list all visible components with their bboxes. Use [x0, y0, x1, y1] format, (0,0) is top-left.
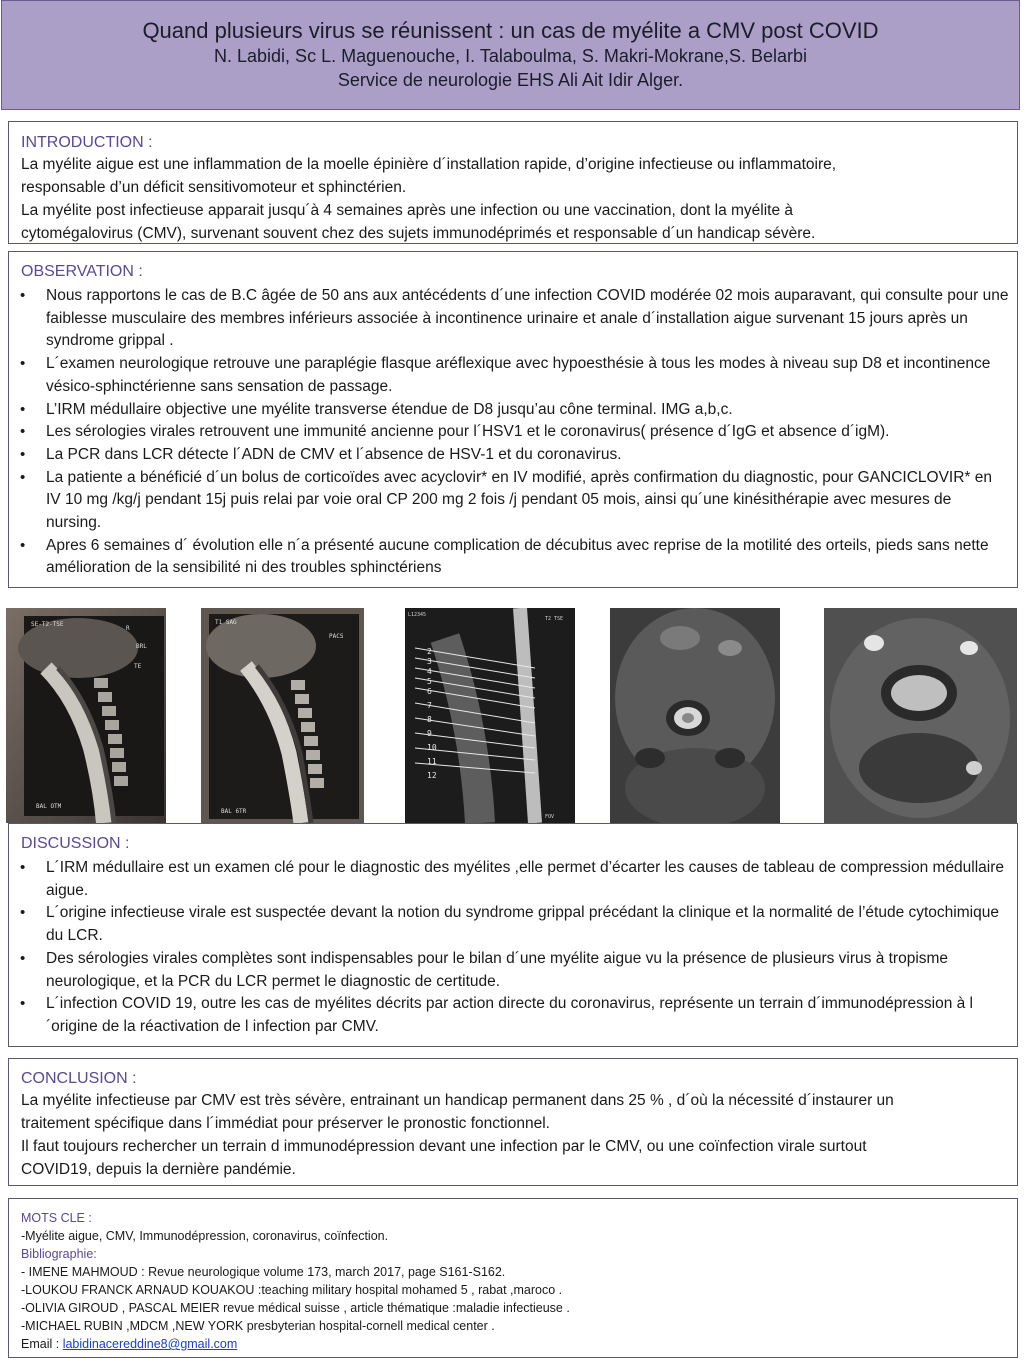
slice-label: 10 — [427, 743, 437, 752]
discussion-list — [9, 857, 1009, 1039]
introduction-section — [8, 121, 1018, 244]
slice-label: 9 — [427, 729, 432, 738]
introduction-title: INTRODUCTION : — [21, 134, 153, 151]
email-link[interactable]: labidinacereddine8@gmail.com — [62, 1337, 238, 1351]
email-label: Email : — [21, 1337, 63, 1351]
svg-text:L12345: L12345 — [408, 612, 427, 618]
mri-image-axial-1 — [610, 608, 780, 823]
svg-text:T2 TSE: T2 TSE — [545, 616, 564, 622]
references-section — [8, 1198, 1018, 1358]
introduction-line: La myélite aigue est une inflammation de la moelle épinière d´installation rapide, d’origine infectieuse ou inflammatoire, — [21, 156, 837, 173]
discussion-item: • L´origine infectieuse virale est suspectée devant la notion du syndrome grippal précédant la clinique et la normalité de l’étude cytochimique du LCR. — [9, 902, 1009, 947]
observation-section — [8, 251, 1018, 588]
discussion-item: • L´infection COVID 19, outre les cas de myélites décrits par action directe du coronavirus, représente un terrain d´immunodépression à l´origine de la réactivation de l infection par CMV. — [9, 993, 1009, 1038]
introduction-line: responsable d’un déficit sensitivomoteur et sphinctérien. — [21, 179, 407, 196]
mri-image-sagittal-1 — [6, 608, 166, 823]
conclusion-line: Il faut toujours rechercher un terrain d immunodépression devant une infection par le CMV, ou une coïnfection virale surtout — [21, 1138, 867, 1155]
observation-item: • L’IRM médullaire objective une myélite transverse étendue de D8 jusqu’au cône terminal. IMG a,b,c. — [9, 399, 1009, 422]
reference-item: -MICHAEL RUBIN ,MDCM ,NEW YORK presbyterian hospital-cornell medical center . — [21, 1319, 495, 1333]
bibliography-title: Bibliographie: — [21, 1247, 97, 1261]
svg-text:T1 SAG: T1 SAG — [215, 619, 237, 626]
reference-item: -LOUKOU FRANCK ARNAUD KOUAKOU :teaching military hospital mohamed 5 , rabat ,maroco . — [21, 1283, 563, 1297]
poster-header — [1, 0, 1020, 110]
poster-affiliation: Service de neurologie EHS Ali Ait Idir Alger. — [337, 70, 684, 90]
svg-text:PACS: PACS — [329, 633, 344, 640]
observation-item: • La patiente a bénéficié d´un bolus de corticoïdes avec acyclovir* en IV modifié, après confirmation du diagnostic, pour GANCICLOVIR* en IV 10 mg /kg/j pendant 15j puis relai par voie oral CP 200 mg 2 fois /j pendant 05 mois, ainsi qu´une kinésithérapie avec mesures de nursing. — [9, 467, 1009, 535]
conclusion-text — [21, 1089, 1017, 1181]
slice-label: 5 — [427, 677, 432, 686]
reference-item: -OLIVIA GIROUD , PASCAL MEIER revue médical suisse , article thématique :maladie infectieuse . — [21, 1301, 570, 1315]
discussion-item: • L´IRM médullaire est un examen clé pour le diagnostic des myélites ,elle permet d’écarter les causes de tableau de compression médullaire aigue. — [9, 857, 1009, 902]
conclusion-line: traitement spécifique dans l´immédiat pour préserver le pronostic fonctionnel. — [21, 1115, 550, 1132]
mri-image-sagittal-2 — [201, 608, 364, 823]
slice-label: 7 — [427, 701, 432, 710]
discussion-section — [8, 823, 1018, 1047]
svg-text:TE: TE — [134, 663, 142, 670]
conclusion-title: CONCLUSION : — [21, 1070, 137, 1087]
introduction-line: La myélite post infectieuse apparait jusqu´à 4 semaines après une infection ou une vaccination, dont la myélite à — [21, 202, 794, 219]
introduction-line: cytomégalovirus (CMV), survenant souvent chez des sujets immunodéprimés et responsable d´un handicap sévère. — [21, 225, 816, 242]
svg-text:BRL: BRL — [136, 643, 147, 650]
mri-image-row — [0, 608, 1025, 823]
svg-text:R: R — [126, 625, 130, 632]
mri-image-axial-2 — [824, 608, 1017, 823]
svg-text:BAL OTM: BAL OTM — [36, 803, 62, 810]
email-row — [21, 1335, 1017, 1353]
observation-item: • Les sérologies virales retrouvent une immunité ancienne pour l´HSV1 et le coronavirus( présence d´IgG et absence d´igM). — [9, 421, 1009, 444]
keywords-title: MOTS CLE : — [21, 1211, 92, 1225]
observation-title: OBSERVATION : — [21, 263, 143, 280]
observation-item: • Apres 6 semaines d´ évolution elle n´a présenté aucune complication de décubitus avec reprise de la motilité des orteils, pieds sans nette amélioration de la sensibilité ni des troubles sphinctériens — [9, 535, 1009, 580]
mri-image-thoraco-lumbar — [405, 608, 575, 823]
keywords-text: -Myélite aigue, CMV, Immunodépression, coronavirus, coïnfection. — [21, 1229, 389, 1243]
poster-title: Quand plusieurs virus se réunissent : un cas de myélite a CMV post COVID — [142, 18, 879, 43]
slice-label: 3 — [427, 657, 432, 666]
conclusion-section — [8, 1058, 1018, 1186]
observation-item: • L´examen neurologique retrouve une paraplégie flasque aréflexique avec hypoesthésie à tous les modes à niveau sup D8 et incontinence vésico-sphinctérienne sans sensation de passage. — [9, 353, 1009, 398]
observation-item: • Nous rapportons le cas de B.C âgée de 50 ans aux antécédents d´une infection COVID modérée 02 mois auparavant, qui consulte pour une faiblesse musculaire des membres inférieurs associée à incontinence urinaire et anale d´installation aigue survenant 15 jours après un syndrome grippal . — [9, 285, 1009, 353]
conclusion-line: COVID19, depuis la dernière pandémie. — [21, 1161, 296, 1178]
introduction-text — [21, 153, 1017, 245]
slice-label: 6 — [427, 687, 432, 696]
discussion-item: • Des sérologies virales complètes sont indispensables pour le bilan d´une myélite aigue vu la présence de plusieurs virus à tropisme neurologique, et la PCR du LCR permet le diagnostic de certitude. — [9, 948, 1009, 993]
svg-text:BAL 6TR: BAL 6TR — [221, 808, 247, 815]
svg-text:SE-T2-TSE: SE-T2-TSE — [31, 621, 64, 628]
slice-label: 8 — [427, 715, 432, 724]
conclusion-line: La myélite infectieuse par CMV est très sévère, entrainant un handicap permanent dans 25 % , d´où la nécessité d´instaurer un — [21, 1092, 894, 1109]
reference-item: - IMENE MAHMOUD : Revue neurologique volume 173, march 2017, page S161-S162. — [21, 1265, 506, 1279]
discussion-title: DISCUSSION : — [21, 835, 130, 852]
slice-label: 12 — [427, 771, 437, 780]
observation-item: • La PCR dans LCR détecte l´ADN de CMV et l´absence de HSV-1 et du coronavirus. — [9, 444, 1009, 467]
svg-text:FOV: FOV — [545, 814, 555, 820]
observation-list — [9, 285, 1009, 580]
slice-label: 11 — [427, 757, 437, 766]
slice-label: 2 — [427, 647, 432, 656]
poster-authors: N. Labidi, Sc L. Maguenouche, I. Talaboulma, S. Makri-Mokrane,S. Belarbi — [214, 46, 807, 66]
slice-label: 4 — [427, 667, 432, 676]
